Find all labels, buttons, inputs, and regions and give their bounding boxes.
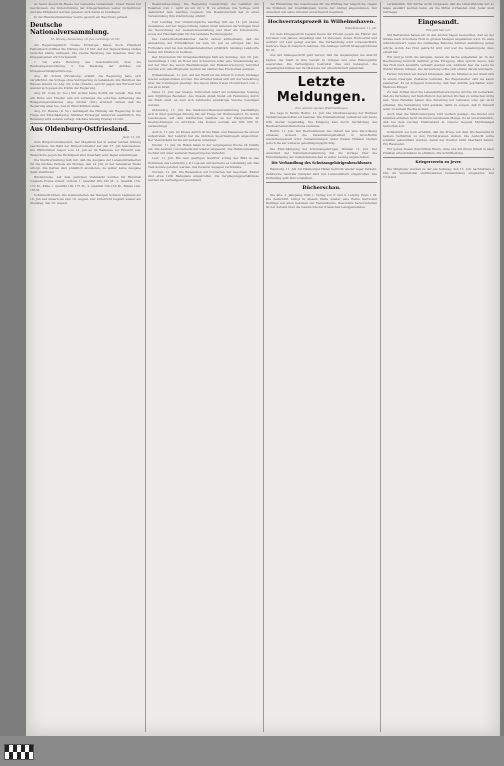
newspaper-page <box>26 0 500 736</box>
section-heading: Eingesandt. <box>417 19 460 27</box>
article-text: Hamburg, 11. Juli. Im Hamburger Hafen herrscht wieder reger Verkehr. Zahlreiche neutrale Dampfer sind mit Lebensmitteln eingetroffen. Die Entladung geht flott vonstatten. <box>266 167 377 180</box>
article-text: Die Landwirtschaftskammer macht darauf aufmerksam, daß die Anmeldung der Ernteflächen bis zum 20. Juli zu erfolgen hat. Die Formulare sind bei den Gemeindebehörden erhältlich. Säumige Landwirte haben mit Strafen zu rechnen. <box>148 37 259 54</box>
article-text: Emden, 11. Juli. Im Hafen liefen in der vergangenen Woche 24 Schiffe ein. Die Ausfuhr von Getreide hat wieder eingesetzt. Die Hafenverwaltung rechnet mit einer weiteren Steigerung des Verkehrs. <box>148 143 259 156</box>
article-text: Abg. Dr. Cohn (U. Soz.) Wir wollen keine Politik der Gewalt. Das Volk will Ruhe und Frieden und wir verlangen die sofortige Aufhebung des Belagerungszustandes. Abg. Gröber (Ztr.) erwidert darauf, daß die Regierung alles tue, was in ihren Kräften stehe. <box>30 91 141 108</box>
article-text: Abg. Dr. Schulz (Bromberg) erklärt, die Regierung habe sich verpflichtet, die Vorlage ohne Verzögerung zu behandeln. Die Mehrheit des Hauses stimmt zu. Abg. Dr. Cohn (Unabh.) spricht gegen den Entwurf und wendet sich gegen die Politik der Regierung. <box>30 73 141 91</box>
article-text: Die Entschädigung der Schutzangehörigen. Weimar, 11. Juli. Der Ausschuß der Nationalversammlung hat die Vorlage über die Entschädigung der Auslandsdeutschen in erster Lesung angenommen. <box>266 146 377 159</box>
dateline: Wilhelmshaven, 11. Juli. <box>345 27 377 31</box>
article-text: Vom Landtag. Der Oldenburgische Landtag tritt am 15. Juli wieder zusammen. Auf der Tagesordnung stehen unter anderem die Vorlagen über die Neuordnung der Gemeindeverwaltung und über die Schulreform, sowie der Haushaltsplan für das laufende Rechnungsjahr. <box>148 19 259 37</box>
section-heading: Aus Oldenburg-Ostfriesland. <box>30 126 130 134</box>
article-text: Aurich, 11. Juli. Im Kreise Aurich ist die Maul- und Klauenseuche erneut aufgetreten. Der Landrat hat die üblichen Sperrmaßregeln angeordnet. Der Viehverkehr ist bis auf weiteres untersagt. <box>148 129 259 142</box>
column-1 <box>30 2 141 732</box>
article-text: In der Handwerkskammer wurde gestern ein Beschluss gefasst. <box>34 15 129 20</box>
scan-calibration-ruler <box>4 744 34 760</box>
main-headline: Letzte Meldungen. <box>276 75 367 106</box>
article-text: Vor dem Kriegsgericht begann heute der Prozeß gegen die Führer der Unruhen vom Januar. Angeklagt sind 14 Personen, denen Hochverrat und Aufruhr zur Last gelegt werden. Die Verhandlung wird voraussichtlich mehrere Tage in Anspruch nehmen. Die Anklage vertritt Kriegsgerichtsrat Dr. M. <box>266 31 377 53</box>
section-heading: Hochverratsprozeß in Wilhelmshaven. <box>267 19 376 26</box>
article-text: Die Lage in Berlin. Berlin, 11. Juli. Die Streikbewegung der Berliner Verkehrsangestellten ist beendet. Die Straßenbahnen verkehren seit heute früh wieder regelmäßig. Die Einigung kam durch Vermittlung des Reichsarbeitsministeriums zustande. <box>266 111 377 128</box>
article-text: 1. Die erste Beratung des Gesetzentwurfs über die Reichsabgabenordnung. 2. Die Beratung der Anträge zur Kriegsbeschädigtenfürsorge. <box>30 60 141 73</box>
article-text: Aus der Anklageschrift geht hervor, daß die Angeklagten die Absicht hatten, die Stadt in ihre Gewalt zu bringen und eine Räterepublik auszurufen. Die Verteidigung bestreitet dies und behauptet, die Angeklagten hätten nur im Interesse der Arbeiterschaft gehandelt. <box>266 53 377 70</box>
headline-subtitle: (Von unseren eigenen Drahtmeldungen) <box>295 107 348 111</box>
divider <box>383 16 494 17</box>
divider <box>30 123 141 124</box>
section-subheading: Die Verhandlung des Schutzangehörigenbeschlusses <box>271 161 372 165</box>
dateline: Jever, 12. Juli. <box>122 135 141 139</box>
article-text: Norden, 11. Juli. Die Badesaison auf Norderney hat begonnen. Bisher sind etwa 1200 Badegäste eingetroffen. Die Verpflegungsverhältnisse werden als befriedigend geschildert. <box>148 169 259 183</box>
column-2 <box>148 2 259 732</box>
article-text: Ferner möchten wir darauf hinweisen, daß die Straßen in der Stadt sich in einem traurigen Zustande befinden. Bei Regenwetter sind sie kaum passierbar. Es ist dringend notwendig, daß hier Abhilfe geschaffen wird. Mehrere Bürger. <box>383 72 494 89</box>
article-text: der Einsetzung des Ausschusses für die Prüfung der Ansprüche. Gegen die Stimmen der Unabhängigen wurde der Antrag angenommen. Der Ausschuß soll seine Arbeiten unverzüglich beginnen. <box>266 2 377 15</box>
column-rule <box>263 2 264 732</box>
article-text: Abg. Dr. Heinze (D. Vp.) bemängelt die Haltung der Regierung in der Frage der Entschädigung. Minister Erzberger antwortet ausführlich. Die Beratung wird sodann vertagt. Nächste Sitzung Freitag 10 Uhr. <box>30 108 141 122</box>
section-heading: Deutsche Nationalversammlung. <box>30 21 110 37</box>
article-text: Auch über die Milchversorgung wird vielfach geklagt. Die Kinder und Kranken erhalten nicht die ihnen zustehende Menge. Es ist unverständlich, daß bei dem reichen Viehbestand in unserer Gegend Milchmangel herrschen soll. <box>383 111 494 129</box>
scan-border <box>0 736 504 766</box>
article-text: Die Mitglieder werden zu der am Sonntag, den 13. Juli, nachmittags 4 Uhr, im Vereinslokal stattfindenden Versammlung eingeladen. Der Vorstand. <box>383 167 494 180</box>
article-text: ist heute Abend im Hause der Gemeinde versammelt. Unser Verein hat beschlossen, die Unterstützung der Kriegerfamilien weiter fortzuführen und alle Mitglieder werden gebeten, sich daran zu beteiligen. <box>30 2 141 15</box>
session-subheading: 67. Sitzung, Donnerstag, 10. Juli, vormittags 10 Uhr. <box>50 38 121 42</box>
section-subheading: Was geht hier vor? <box>426 28 451 32</box>
article-text: Wir geben diesen Zuschriften Raum, ohne uns mit ihrem Inhalt in allen Punkten einverstanden zu erklären. Die Schriftleitung. <box>383 147 494 156</box>
section-heading: Bücherschau. <box>302 184 341 191</box>
column-3 <box>266 2 377 732</box>
article-text: Schließlich sei noch erwähnt, daß die Preise auf dem Wochenmarkt in keinem Verhältnis zu den Höchstpreisen stehen. Die Aufsicht sollte schärfer gehandhabt werden, damit der Wucher nicht überhand nimmt. Ein Hausvater. <box>383 129 494 146</box>
column-rule <box>145 2 146 732</box>
article-text: Wilhelmshaven, 11. Juli. Auf der Werft ist die Arbeit in vollem Umfange wieder aufgenommen worden. Die Arbeiter haben sich mit der Verwaltung über die Lohnfragen geeinigt. Die neuen Sätze treten rückwirkend vom 1. Juli an in Kraft. <box>148 72 259 89</box>
article-text: Zum Bürgervorsteheramt. Der Magistrat hat in seiner letzten Sitzung beschlossen, die Wahl der Bürgervorsteher auf den 27. Juli festzusetzen. Die Wählerlisten liegen vom 14. Juli an im Rathause zur Einsicht aus. Einsprüche gegen die Richtigkeit sind innerhalb acht Tagen anzubringen. <box>30 140 141 157</box>
article-text: Berlin, 11. Juli. Der Reichsminister des Innern hat eine Verordnung erlassen, wonach die Versammlungsfreiheit in Groß-Berlin wiederhergestellt wird. Versammlungen unter freiem Himmel bleiben jedoch bis auf weiteres genehmigungspflichtig. <box>266 128 377 146</box>
article-text: Beamtenbesoldung. Die Regierung beabsichtigt, die Gehälter der Beamten vom 1. April an um 20 v. H. zu erhöhen. Die Vorlage wird demnächst dem Landtag zugehen. Die Beamtenschaft hat in einer Versammlung ihre Zustimmung erklärt. <box>148 2 259 19</box>
divider <box>266 16 377 17</box>
article-text: Die Alte. 2. Jahrgang. Heft 1. Verlag von F. und S. Leipzig. Preis 1 M. Die Zeitschrift bringt in diesem Hefte wieder eine Reihe wertvoller Beiträge aus allen Gebieten der Heimatkunde. Besonders hervorzuheben ist der Aufsatz über die Geschichte der friesischen Landgemeinden. <box>266 192 377 210</box>
column-rule <box>380 2 381 732</box>
article-text: Am Regierungstisch: Noske, Erzberger, Bauer, Koch. Präsident Fehrenbach eröffnet die Sitzung um 10 Uhr. Auf der Tagesordnung stehen zunächst kleine Anfragen. Die zweite Beratung des Gesetzes über die Kriegsabgaben wird fortgesetzt. <box>30 42 141 60</box>
divider <box>266 72 377 73</box>
article-text: Die Stadtverwaltung teilt mit, daß die Ausgabe der Lebensmittelkarten für die nächste Periode am Montag, den 14. Juli, in der bekannten Weise erfolgt. Die Karten sind pünktlich abzuholen, da später keine Ausgabe mehr stattfindet. <box>30 157 141 175</box>
article-text: Der Kreisverein für Kriegsbeschädigte hält am Sonntag, den 20. Juli, nachmittags 3 Uhr, im Hotel zum Schwarzen Adler eine Versammlung ab, auf der über die neuen Bestimmungen der Rentenversorgung berichtet werden soll. Alle Mitglieder werden um zahlreiches Erscheinen gebeten. <box>148 54 259 72</box>
divider <box>266 182 377 183</box>
article-text: Varel, 11. Juli. Der hiesige Turnverein feiert am kommenden Sonntag sein 50jähriges Bestehen. Aus diesem Anlaß findet ein Festumzug durch die Stadt statt, an dem sich zahlreiche auswärtige Vereine beteiligen werden. <box>148 90 259 107</box>
divider <box>383 157 494 158</box>
article-text: Schulnachrichten. Die Sommerferien der hiesigen Schulen beginnen am 19. Juli und dauern bis zum 18. August. Der Unterricht beginnt wieder am Dienstag, den 19. August. <box>30 192 141 206</box>
article-text: Zu dem Artikel über die Lebensmittelversorgung möchte ich bemerken, daß die Verteilung der Kartoffeln in den letzten Wochen zu wünschen übrig ließ. Viele Familien haben ihre Zuteilung nur teilweise oder gar nicht erhalten. Die Verwaltung wird gebeten, dafür zu sorgen, daß in Zukunft jeder zu seinem Rechte kommt. <box>383 90 494 111</box>
article-text: Mit Befremden haben wir in den letzten Tagen beobachtet, daß an der Straße nach Schortens Holz in großen Mengen abgefahren wird. Es wäre wünschenswert, wenn die zuständige Behörde darüber Aufklärung geben würde, wohin das Holz gebracht wird und wer die Genehmigung dazu erteilt hat. <box>383 33 494 54</box>
section-heading: Kriegerverein zu Jever. <box>415 160 462 165</box>
article-text: Rinderpreise. Auf dem gestrigen Viehmarkt wurden für Rindvieh folgende Preise erzielt: Ochsen 1. Qualität 180–190 M., 2. Qualität 150–170 M., Kühe 1. Qualität 160–175 M., 2. Qualität 130–150 M., Bullen 140–165 M. <box>30 175 141 192</box>
article-text: Wir sind ja nicht die einzigen, denen die Sache aufgefallen ist. In der Bevölkerung herrscht darüber große Erregung. Man spricht davon, daß das Holz nach auswärts verkauft werden soll, während hier die Leute im Winter frieren müssen. Die Verwaltung sollte sich einmal darum kümmern. <box>383 54 494 72</box>
article-text: Leer, 11. Juli. Bei dem gestrigen Gewitter schlug der Blitz in das Wohnhaus des Landwirts J. in Loga ein und äscherte es vollständig ein. Das Vieh konnte gerettet werden, das Inventar dagegen verbrannte. <box>148 156 259 169</box>
article-text: verständlich. Wir dürfen nicht vergessen, daß die Unterstützung nur so lange gewährt werden kann, als die Mittel vorhanden sind. Jeder muß beitragen. <box>383 2 494 15</box>
column-4 <box>383 2 494 732</box>
article-text: Oldenburg, 11. Juli. Die Stadtverordnetenversammlung beschäftigte sich in ihrer gestrigen Sitzung mit der Frage der Wohnungsnot. Es wurde beschlossen, auf dem städtischen Gelände an der Hauptstraße 40 Kleinwohnungen zu errichten. Die Kosten werden auf 600 000 M. veranschlagt. <box>148 107 259 129</box>
